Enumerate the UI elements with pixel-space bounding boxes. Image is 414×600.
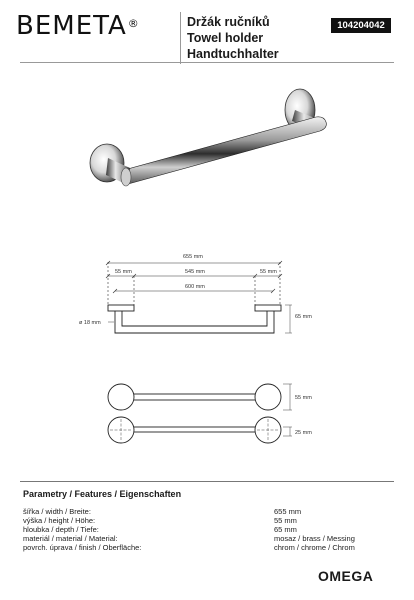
dim-inner-label: 600 mm xyxy=(185,284,205,290)
param-value: mosaz / brass / Messing xyxy=(274,534,355,543)
param-value: 655 mm xyxy=(274,507,302,516)
dim-left-label: 55 mm xyxy=(115,269,132,275)
registered-mark: ® xyxy=(127,17,140,30)
technical-drawing xyxy=(0,240,414,450)
title-german: Handtuchhalter xyxy=(187,47,279,61)
dim-middle-label: 545 mm xyxy=(185,269,205,275)
param-label: materiál / material / Material: xyxy=(23,534,118,543)
dim-right-label: 55 mm xyxy=(260,269,277,275)
param-label: povrch. úprava / finish / Oberfläche: xyxy=(23,543,142,552)
dim-total-label: 655 mm xyxy=(183,254,203,260)
title-english: Towel holder xyxy=(187,31,264,45)
brand-logo: BEMETA® xyxy=(16,11,140,41)
param-label: šířka / width / Breite: xyxy=(23,507,91,516)
header-divider xyxy=(180,12,181,64)
param-value: 55 mm xyxy=(274,516,297,525)
header-rule xyxy=(20,62,394,63)
product-image xyxy=(0,70,414,220)
param-value: 65 mm xyxy=(274,525,297,534)
param-value: chrom / chrome / Chrom xyxy=(274,543,355,552)
product-code-badge: 104204042 xyxy=(331,18,391,33)
dim-diameter-label: ø 18 mm xyxy=(79,320,101,326)
dim-depth-label: 65 mm xyxy=(295,314,312,320)
title-czech: Držák ručníků xyxy=(187,15,270,29)
dim-rosette-label: 55 mm xyxy=(295,395,312,401)
parameters-title: Parametry / Features / Eigenschaften xyxy=(23,489,182,499)
dim-thickness-label: 25 mm xyxy=(295,430,312,436)
series-name: OMEGA xyxy=(318,568,374,584)
param-label: hloubka / depth / Tiefe: xyxy=(23,525,99,534)
parameters-rule xyxy=(20,481,394,482)
param-label: výška / height / Höhe: xyxy=(23,516,96,525)
